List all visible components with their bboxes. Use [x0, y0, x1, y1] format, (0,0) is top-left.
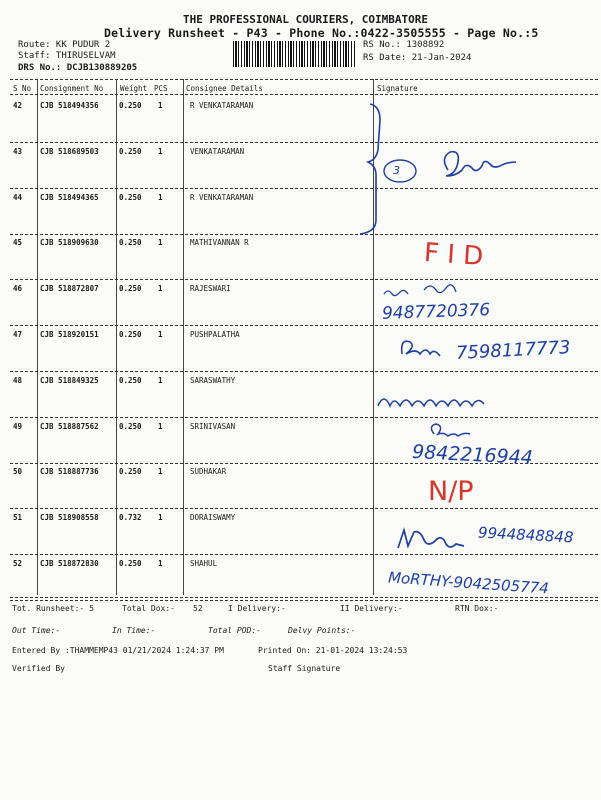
count-mark: 3 — [393, 164, 400, 177]
np-mark: N/P — [428, 476, 474, 507]
row-consignee: R VENKATARAMAN — [190, 193, 254, 202]
total-runsheet: Tot. Runsheet:- 5 — [12, 604, 94, 613]
row-consignment: CJB 518887562 — [40, 422, 99, 431]
row-pcs: 1 — [158, 238, 163, 247]
row-consignee: SHAHUL — [190, 559, 218, 568]
signature-scribble — [378, 399, 484, 406]
signature-row-52: MoRTHY-9042505774 — [387, 568, 550, 598]
col-header-consignment: Consignment No — [40, 84, 104, 93]
divider — [10, 597, 598, 598]
row-pcs: 1 — [158, 467, 163, 476]
signature-scribble — [444, 152, 516, 176]
staff-signature-label: Staff Signature — [268, 664, 341, 673]
row-consignee: SRINIVASAN — [190, 422, 236, 431]
rtn-dox-label: RTN Dox:- — [455, 604, 499, 613]
row-consignment: CJB 518908558 — [40, 513, 99, 522]
col-header-pcs: PCS — [154, 84, 168, 93]
row-consignment: CJB 518494356 — [40, 101, 99, 110]
rs-no-label: RS No.: 1308892 — [363, 40, 445, 50]
row-consignee: SARASWATHY — [190, 376, 236, 385]
row-sno: 42 — [13, 101, 23, 110]
row-weight: 0.732 — [119, 513, 142, 522]
row-sno: 46 — [13, 284, 23, 293]
col-header-weight: Weight — [120, 84, 148, 93]
row-consignment: CJB 518872830 — [40, 559, 99, 568]
entered-by: Entered By :THAMMEMP43 01/21/2024 1:24:37 PM — [12, 646, 224, 655]
in-time-label: In Time:- — [112, 626, 156, 635]
verified-by-label: Verified By — [12, 664, 65, 673]
row-sno: 45 — [13, 238, 23, 247]
row-consignee: MATHIVANNAN R — [190, 238, 249, 247]
row-weight: 0.250 — [119, 284, 142, 293]
total-pod-label: Total POD:- — [208, 626, 261, 635]
bracket-mark — [360, 104, 380, 234]
row-pcs: 1 — [158, 513, 163, 522]
route-label: Route: KK PUDUR 2 — [18, 40, 111, 50]
out-time-label: Out Time:- — [12, 626, 61, 635]
row-pcs: 1 — [158, 559, 163, 568]
row-consignment: CJB 518849325 — [40, 376, 99, 385]
ii-delivery-label: II Delivery:- — [340, 604, 403, 613]
row-consignee: RAJESWARI — [190, 284, 231, 293]
row-weight: 0.250 — [119, 467, 142, 476]
signature-scribble — [384, 285, 456, 296]
staff-label: Staff: THIRUSELVAM — [18, 51, 116, 61]
row-consignment: CJB 518909630 — [40, 238, 99, 247]
row-consignee: PUSHPALATHA — [190, 330, 240, 339]
row-pcs: 1 — [158, 376, 163, 385]
phone-row-47: 7598117773 — [455, 337, 572, 364]
delvy-points-label: Delvy Points:- — [288, 626, 356, 635]
row-weight: 0.250 — [119, 376, 142, 385]
row-consignee: R VENKATARAMAN — [190, 101, 254, 110]
row-sno: 49 — [13, 422, 23, 431]
fid-mark: F I D — [423, 237, 485, 273]
row-sno: 52 — [13, 559, 23, 568]
row-weight: 0.250 — [119, 193, 142, 202]
col-header-sno: S No — [13, 84, 32, 93]
row-sno: 50 — [13, 467, 23, 476]
col-header-signature: Signature — [377, 84, 418, 93]
row-pcs: 1 — [158, 101, 163, 110]
total-dox-label: Total Dox:- — [122, 604, 175, 613]
col-header-consignee: Consignee Details — [186, 84, 263, 93]
row-consignment: CJB 518872807 — [40, 284, 99, 293]
row-pcs: 1 — [158, 284, 163, 293]
row-consignment: CJB 518689503 — [40, 147, 99, 156]
row-pcs: 1 — [158, 422, 163, 431]
row-weight: 0.250 — [119, 238, 142, 247]
phone-row-51: 9944848848 — [477, 523, 574, 547]
row-sno: 47 — [13, 330, 23, 339]
row-consignment: CJB 518494365 — [40, 193, 99, 202]
row-sno: 44 — [13, 193, 23, 202]
row-weight: 0.250 — [119, 559, 142, 568]
row-consignment: CJB 518920151 — [40, 330, 99, 339]
signature-scribble — [431, 424, 470, 436]
runsheet-title: Delivery Runsheet - P43 - Phone No.:0422-3505555 - Page No.:5 — [104, 26, 539, 40]
row-consignee: VENKATARAMAN — [190, 147, 245, 156]
row-consignment: CJB 518887736 — [40, 467, 99, 476]
signature-scribble — [398, 530, 464, 548]
row-pcs: 1 — [158, 193, 163, 202]
rs-date-label: RS Date: 21-Jan-2024 — [363, 53, 472, 63]
row-sno: 51 — [13, 513, 23, 522]
row-consignee: DORAISWAMY — [190, 513, 236, 522]
row-weight: 0.250 — [119, 330, 142, 339]
printed-on: Printed On: 21-01-2024 13:24:53 — [258, 646, 408, 655]
row-pcs: 1 — [158, 147, 163, 156]
i-delivery-label: I Delivery:- — [228, 604, 286, 613]
company-title: THE PROFESSIONAL COURIERS, COIMBATORE — [183, 13, 429, 26]
total-dox-value: 52 — [193, 604, 203, 613]
row-weight: 0.250 — [119, 147, 142, 156]
row-weight: 0.250 — [119, 422, 142, 431]
row-sno: 43 — [13, 147, 23, 156]
row-pcs: 1 — [158, 330, 163, 339]
phone-row-46: 9487720376 — [381, 300, 491, 324]
phone-row-49: 9842216944 — [411, 440, 534, 470]
signature-scribble — [402, 341, 440, 356]
row-sno: 48 — [13, 376, 23, 385]
row-weight: 0.250 — [119, 101, 142, 110]
count-circle — [384, 160, 416, 182]
drs-label: DRS No.: DCJB130889205 — [18, 63, 138, 73]
row-consignee: SUDHAKAR — [190, 467, 227, 476]
